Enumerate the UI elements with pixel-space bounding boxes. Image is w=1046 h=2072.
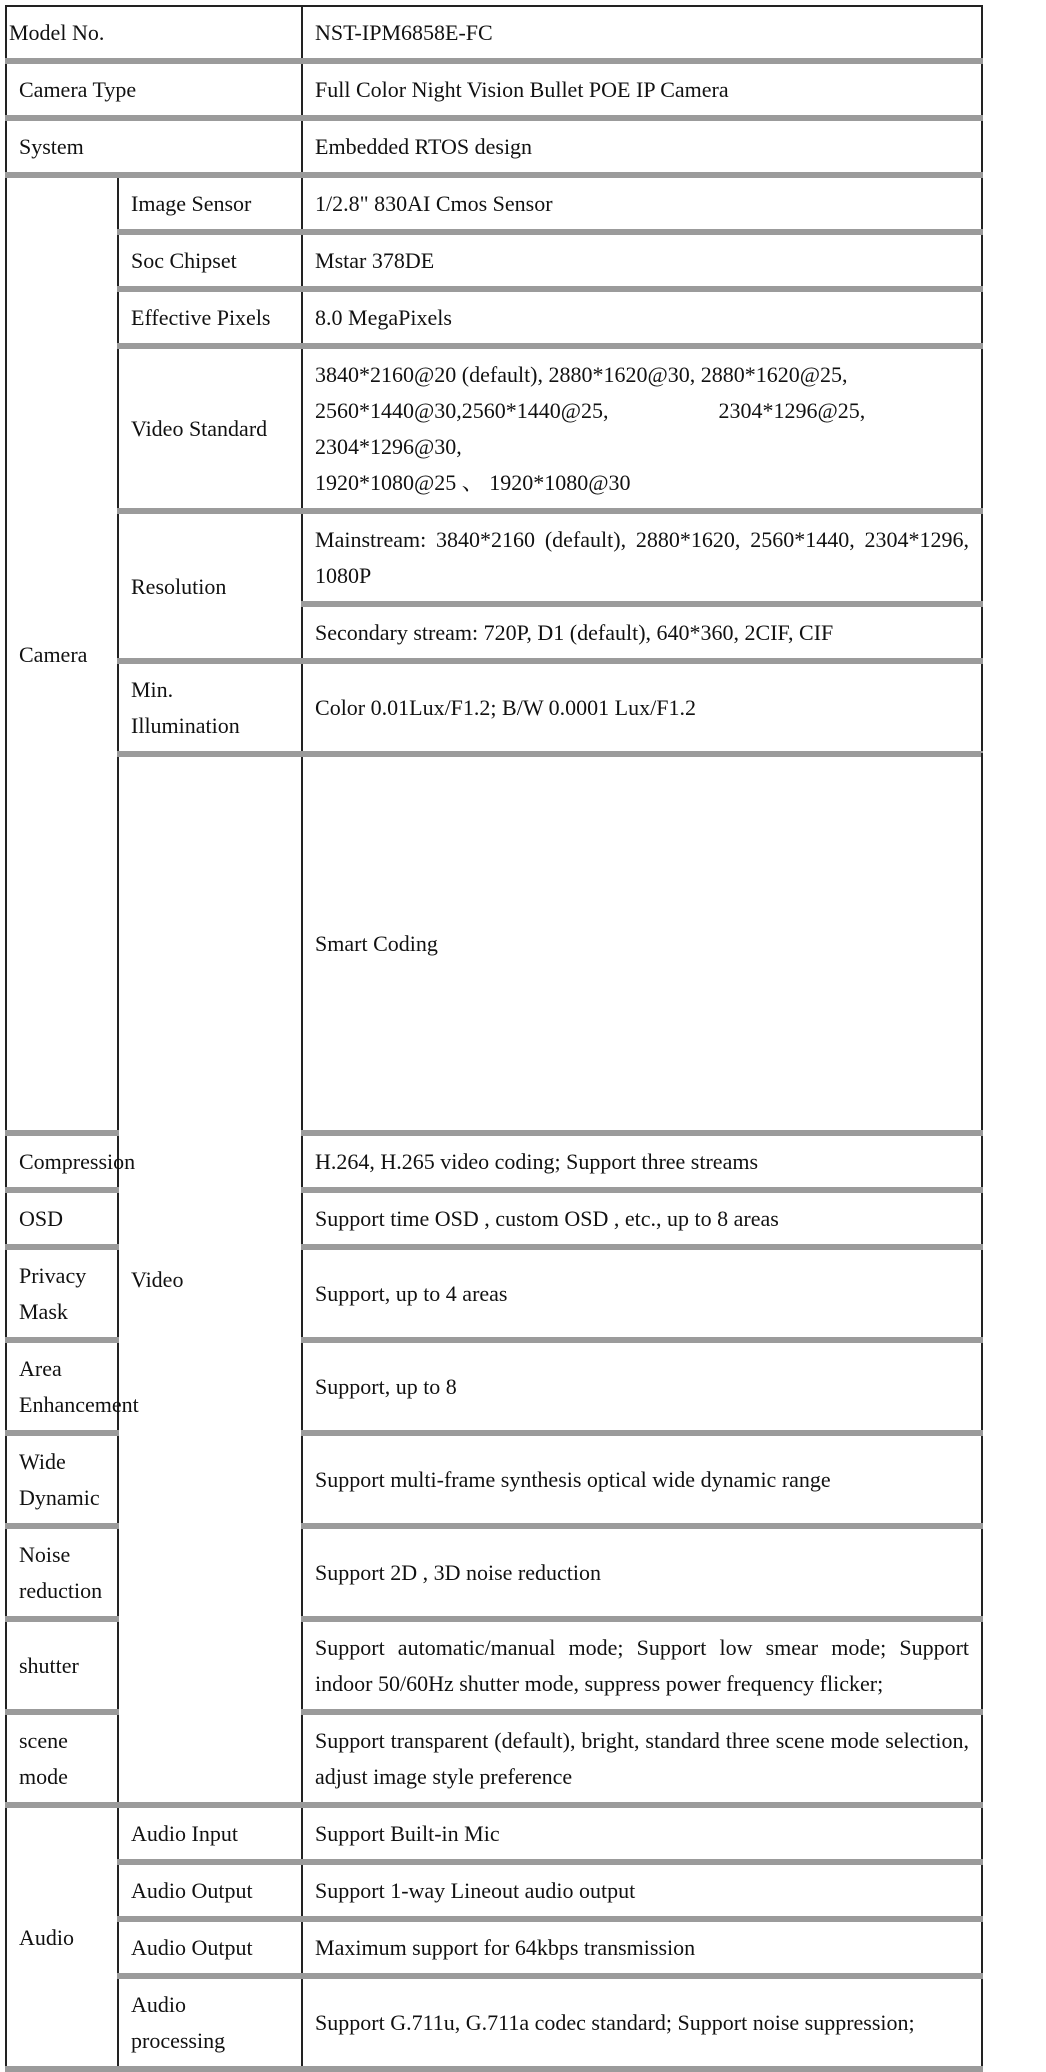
soc-chipset-value: Mstar 378DE — [302, 232, 982, 289]
row-model-no — [6, 6, 982, 61]
osd-value: Support time OSD , custom OSD , etc., up to 8 areas — [302, 1190, 982, 1247]
area-enhancement-value: Support, up to 8 — [302, 1340, 982, 1433]
audio-processing-label-line-2: processing — [131, 2028, 226, 2053]
specification-table — [5, 5, 983, 2072]
scene-mode-value: Support transparent (default), bright, standard three scene mode selection, adjust image style preference — [302, 1712, 982, 1805]
effective-pixels-value: 8.0 MegaPixels — [302, 289, 982, 346]
wide-dynamic-value: Support multi-frame synthesis optical wide dynamic range — [302, 1433, 982, 1526]
min-illumination-label — [118, 661, 302, 754]
section-camera: Camera — [6, 175, 118, 1133]
audio-processing-value: Support G.711u, G.711a codec standard; Support noise suppression; — [302, 1976, 982, 2069]
row-smart-coding — [6, 754, 982, 1133]
video-standard-value — [302, 346, 982, 511]
model-no-label: Model No. — [6, 6, 302, 61]
row-audio-output-1 — [6, 1862, 982, 1919]
row-system — [6, 118, 982, 175]
resolution-mainstream-value: Mainstream: 3840*2160 (default), 2880*1620, 2560*1440, 2304*1296, 1080P — [302, 511, 982, 604]
video-standard-line-1: 3840*2160@20 (default), 2880*1620@30, 2880*1620@25, — [315, 362, 848, 387]
row-video-standard — [6, 346, 982, 511]
area-enhancement-label — [6, 1340, 139, 1433]
system-value: Embedded RTOS design — [302, 118, 982, 175]
image-sensor-value: 1/2.8" 830AI Cmos Sensor — [302, 175, 982, 232]
system-label: System — [6, 118, 302, 175]
shutter-value: Support automatic/manual mode; Support low smear mode; Support indoor 50/60Hz shutter mode, suppress power frequency flicker; — [302, 1619, 982, 1712]
compression-label: Compression — [6, 1133, 118, 1190]
scene-mode-label: scene mode — [6, 1712, 118, 1805]
audio-input-value: Support Built-in Mic — [302, 1805, 982, 1862]
row-effective-pixels — [6, 289, 982, 346]
min-illumination-label-line-2: Illumination — [131, 713, 240, 738]
section-video: Video — [118, 754, 302, 1805]
privacy-mask-value: Support, up to 4 areas — [302, 1247, 982, 1340]
soc-chipset-label: Soc Chipset — [118, 232, 302, 289]
resolution-secondary-value: Secondary stream: 720P, D1 (default), 640*360, 2CIF, CIF — [302, 604, 982, 661]
audio-output-2-label: Audio Output — [118, 1919, 302, 1976]
osd-label: OSD — [6, 1190, 118, 1247]
min-illumination-value: Color 0.01Lux/F1.2; B/W 0.0001 Lux/F1.2 — [302, 661, 982, 754]
noise-reduction-label: Noise reduction — [6, 1526, 118, 1619]
row-camera-type — [6, 61, 982, 118]
area-enhancement-label-line-2: Enhancement — [19, 1392, 139, 1417]
resolution-label: Resolution — [118, 511, 302, 661]
compression-value: H.264, H.265 video coding; Support three streams — [302, 1133, 982, 1190]
image-sensor-label: Image Sensor — [118, 175, 302, 232]
shutter-label: shutter — [6, 1619, 118, 1712]
audio-processing-label — [118, 1976, 302, 2069]
video-standard-line-2: 2560*1440@30,2560*1440@25, 2304*1296@25, — [315, 398, 866, 423]
row-soc-chipset — [6, 232, 982, 289]
video-standard-label: Video Standard — [118, 346, 302, 511]
audio-input-label: Audio Input — [118, 1805, 302, 1862]
privacy-mask-label: Privacy Mask — [6, 1247, 118, 1340]
camera-type-label: Camera Type — [6, 61, 302, 118]
wide-dynamic-label: Wide Dynamic — [6, 1433, 118, 1526]
video-standard-line-4: 1920*1080@25 、 1920*1080@30 — [315, 470, 631, 495]
camera-type-value: Full Color Night Vision Bullet POE IP Camera — [302, 61, 982, 118]
row-audio-processing — [6, 1976, 982, 2069]
smart-coding-label: Smart Coding — [302, 754, 982, 1133]
video-standard-line-3: 2304*1296@30, — [315, 434, 462, 459]
effective-pixels-label: Effective Pixels — [118, 289, 302, 346]
row-image-sensor — [6, 175, 982, 232]
row-audio-output-2 — [6, 1919, 982, 1976]
spec-sheet — [5, 5, 981, 2072]
area-enhancement-label-line-1: Area — [19, 1356, 62, 1381]
row-audio-input — [6, 1805, 982, 1862]
row-min-illumination — [6, 661, 982, 754]
audio-output-2-value: Maximum support for 64kbps transmission — [302, 1919, 982, 1976]
min-illumination-label-line-1: Min. — [131, 677, 174, 702]
model-no-value: NST-IPM6858E-FC — [302, 6, 982, 61]
noise-reduction-value: Support 2D , 3D noise reduction — [302, 1526, 982, 1619]
section-audio: Audio — [6, 1805, 118, 2069]
row-resolution-main — [6, 511, 982, 604]
audio-output-1-value: Support 1-way Lineout audio output — [302, 1862, 982, 1919]
audio-output-1-label: Audio Output — [118, 1862, 302, 1919]
audio-processing-label-line-1: Audio — [131, 1992, 186, 2017]
